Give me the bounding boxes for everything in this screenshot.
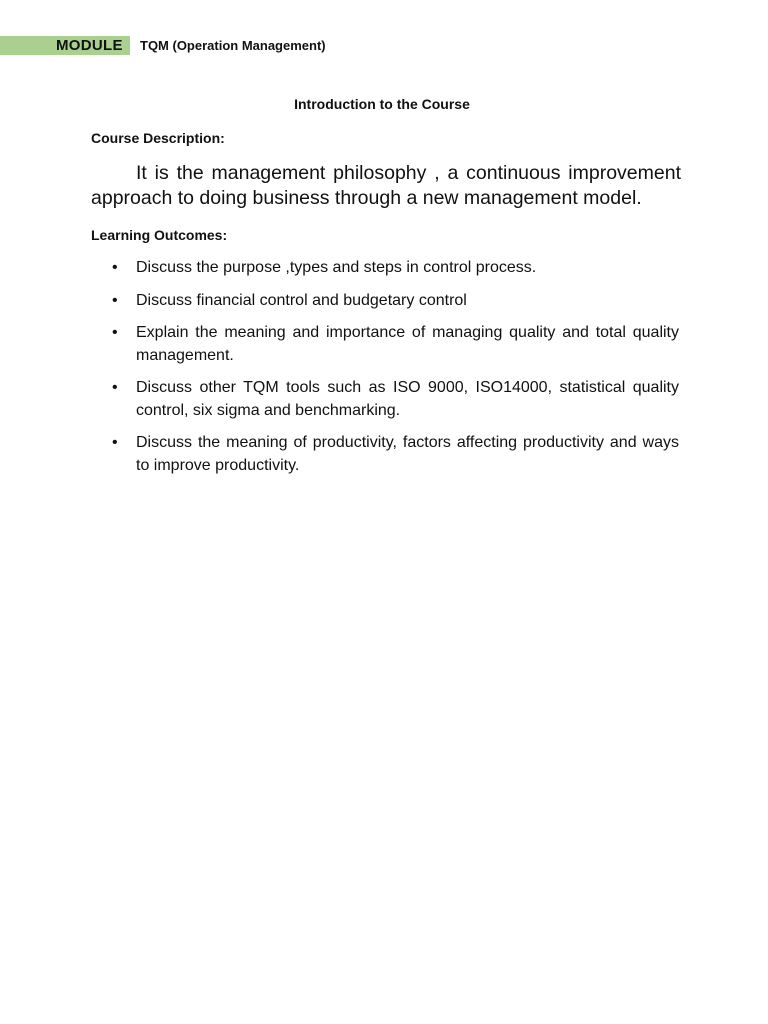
list-item-text: Discuss the meaning of productivity, factors affecting productivity and ways to improve productivity. bbox=[136, 434, 679, 474]
course-description: It is the management philosophy , a continuous improvement approach to doing business through a new management model. bbox=[91, 162, 681, 209]
list-item bbox=[91, 290, 679, 313]
bullet-icon: • bbox=[112, 291, 118, 309]
list-item-text: Discuss financial control and budgetary control bbox=[136, 291, 467, 309]
page-title bbox=[0, 95, 768, 113]
bullet-icon: • bbox=[112, 434, 118, 451]
course-description-label: Course Description: bbox=[91, 130, 225, 146]
list-item bbox=[91, 377, 679, 422]
bullet-icon: • bbox=[112, 379, 118, 396]
list-item-text: Discuss the purpose ,types and steps in control process. bbox=[136, 259, 537, 276]
list-item bbox=[91, 432, 679, 477]
learning-outcomes-label: Learning Outcomes: bbox=[91, 227, 228, 243]
list-item bbox=[91, 257, 679, 280]
learning-outcomes-list bbox=[91, 257, 679, 487]
bullet-icon: • bbox=[112, 259, 118, 276]
list-item-text: Discuss other TQM tools such as ISO 9000, ISO14000, statistical quality control, six sigma and benchmarking. bbox=[136, 379, 679, 419]
module-title: TQM (Operation Management) bbox=[140, 38, 326, 53]
module-tag: MODULE bbox=[0, 36, 130, 55]
module-header bbox=[0, 36, 768, 55]
list-item bbox=[91, 322, 679, 367]
bullet-icon: • bbox=[112, 324, 118, 341]
page-title-text: Introduction to the Course bbox=[294, 96, 470, 112]
list-item-text: Explain the meaning and importance of managing quality and total quality management. bbox=[136, 324, 679, 364]
